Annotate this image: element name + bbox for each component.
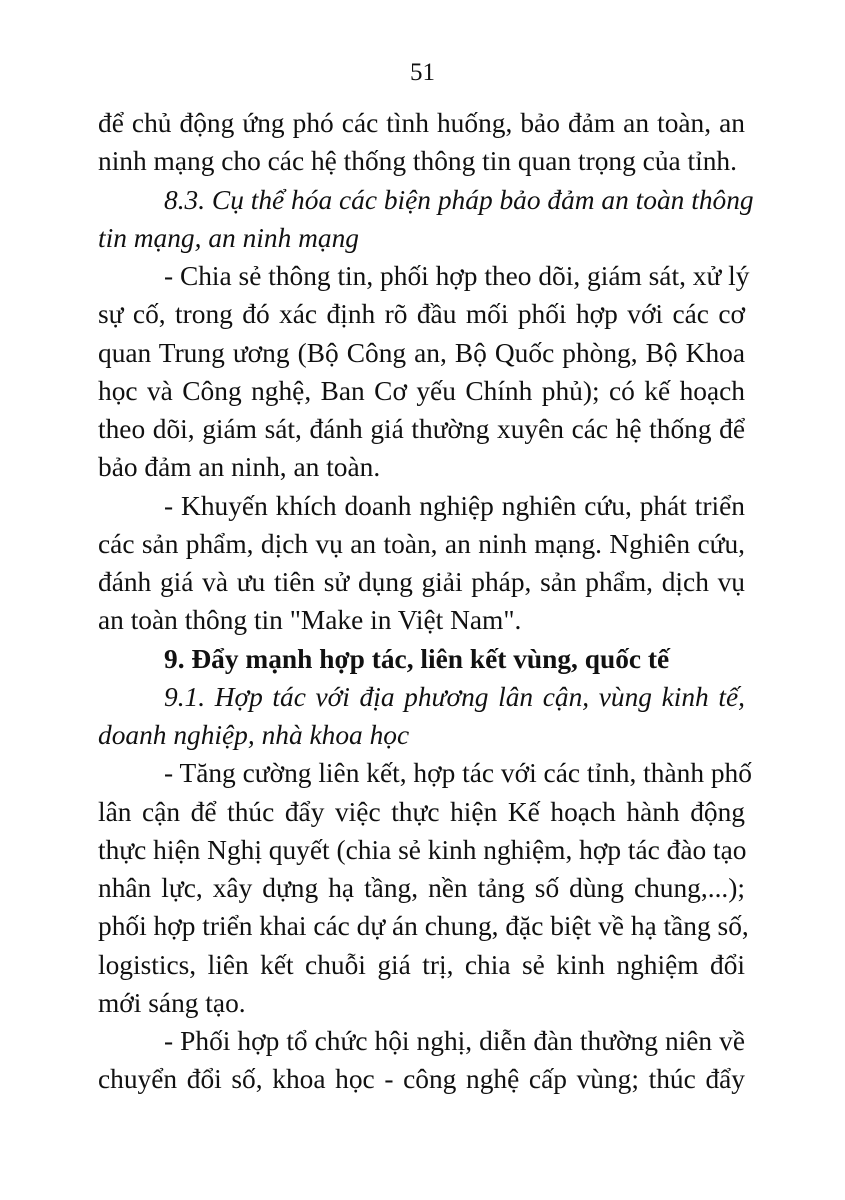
text-line: lân cận để thúc đẩy việc thực hiện Kế hoạch hành động xyxy=(98,796,745,827)
page-number: 51 xyxy=(410,59,435,86)
bullet-line: - Khuyến khích doanh nghiệp nghiên cứu, phát triển xyxy=(164,490,745,521)
text-line: bảo đảm an ninh, an toàn. xyxy=(98,452,381,483)
text-line: phối hợp triển khai các dự án chung, đặc biệt về hạ tầng số, xyxy=(98,911,749,942)
text-line: chuyển đổi số, khoa học - công nghệ cấp vùng; thúc đẩy xyxy=(98,1064,745,1095)
text-line: logistics, liên kết chuỗi giá trị, chia sẻ kinh nghiệm đổi xyxy=(98,949,745,980)
bullet-line: - Phối hợp tổ chức hội nghị, diễn đàn thường niên về xyxy=(164,1026,745,1056)
subsection-heading: 9.1. Hợp tác với địa phương lân cận, vùng kinh tế, xyxy=(164,681,745,712)
text-line: theo dõi, giám sát, đánh giá thường xuyên các hệ thống để xyxy=(98,414,745,444)
section-heading: 9. Đẩy mạnh hợp tác, liên kết vùng, quốc tế xyxy=(164,643,670,674)
bullet-line: - Tăng cường liên kết, hợp tác với các tỉnh, thành phố xyxy=(164,758,752,789)
text-line: học và Công nghệ, Ban Cơ yếu Chính phủ); có kế hoạch xyxy=(98,375,745,406)
text-line: quan Trung ương (Bộ Công an, Bộ Quốc phòng, Bộ Khoa xyxy=(98,337,745,368)
subsection-heading: 8.3. Cụ thể hóa các biện pháp bảo đảm an toàn thông xyxy=(164,184,754,215)
text-line: ninh mạng cho các hệ thống thông tin quan trọng của tỉnh. xyxy=(98,146,737,177)
text-line: mới sáng tạo. xyxy=(98,987,246,1018)
text-line: thực hiện Nghị quyết (chia sẻ kinh nghiệm, hợp tác đào tạo xyxy=(98,834,747,865)
text-line: đánh giá và ưu tiên sử dụng giải pháp, sản phẩm, dịch vụ xyxy=(98,567,745,597)
subsection-heading: tin mạng, an ninh mạng xyxy=(98,222,359,253)
text-line: để chủ động ứng phó các tình huống, bảo đảm an toàn, an xyxy=(98,108,745,138)
text-line: an toàn thông tin "Make in Việt Nam". xyxy=(98,605,522,636)
text-line: các sản phẩm, dịch vụ an toàn, an ninh mạng. Nghiên cứu, xyxy=(98,528,745,559)
text-line: nhân lực, xây dựng hạ tầng, nền tảng số dùng chung,...); xyxy=(98,873,745,903)
text-line: sự cố, trong đó xác định rõ đầu mối phối hợp với các cơ xyxy=(98,299,745,330)
bullet-line: - Chia sẻ thông tin, phối hợp theo dõi, giám sát, xử lý xyxy=(164,261,750,291)
document-body xyxy=(98,104,754,1099)
subsection-heading: doanh nghiệp, nhà khoa học xyxy=(98,720,410,750)
